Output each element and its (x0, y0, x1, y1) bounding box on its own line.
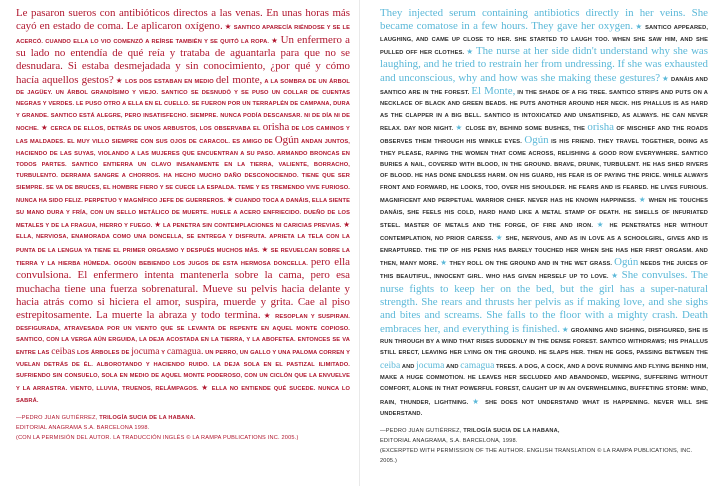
tree-name: ceiba (380, 359, 401, 371)
star-icon: ★ (440, 257, 448, 267)
spanish-source (16, 413, 350, 443)
small-caps-run: GROANING AND SIGHING, DISFIGURED, SHE IS RUN THROUGH BY A WIND THAT RISES SUDDENLY IN THE DENSE FOREST. SANTICO WITHDRAWS; HIS PHALLUS STILL ERECT, LEAVING HER LYING ON THE GROUND. HE SLAPS HER. THEN HE GOES, PASSING BETWEEN THE (380, 327, 709, 357)
small-caps-run: ELLA NO ENTIENDE QUÉ SUCEDE. NUNCA LO SABRÁ. (16, 386, 351, 404)
star-icon: ★ (261, 244, 269, 254)
english-permission: (EXCERPTED WITH PERMISSION OF THE AUTHOR. ENGLISH TRANSLATION © LA RAMPA PUBLICATIONS, INC. 2005.) (380, 448, 693, 465)
tree-name: jocuma (131, 346, 160, 358)
english-text-block (380, 8, 708, 420)
english-book-title: TRILOGÍA SUCIA DE LA HABANA, (463, 428, 560, 435)
spanish-author: —PEDRO JUAN GUTIÉRREZ, (16, 415, 98, 421)
small-caps-run: Y (161, 350, 166, 357)
tree-name: jocuma (416, 359, 445, 371)
small-caps-run: SE REVUELCAN SOBRE LA TIERRA Y LA HIERBA HÚMEDA. OGOÚN BEBIENDO LOS JUGOS DE ESTA HERMOSA DONCELLA. (16, 247, 350, 267)
small-caps-run: LA PENETRA SIN CONTEMPLACIONES NI CARICIAS PREVIAS. (163, 222, 342, 229)
english-source-line (380, 426, 708, 436)
star-icon: ★ (638, 195, 647, 205)
spanish-text-block (16, 8, 350, 407)
small-caps-run: THEY ROLL ON THE GROUND AND IN THE WET GRASS. (449, 260, 613, 267)
small-caps-run: A LA SOMBRA DE UN ÁRBOL DE JAGÜEY. UN ÁRBOL GRANDÍSIMO Y VIEJO. SANTICO SE DESNUDÓ Y SE PUSO UN COLLAR DE CUENTAS NEGRAS Y VERDES. LE PUSO OTRO A ELLA EN EL CUELLO. SE FUERON POR UN TERRAPLÉN DE CAMPANA, DURA Y GRANDE. SANTICO ESTÁ ALEGRE, PERO INSATISFECHO. SIEMPRE. NUNCA PODÍA DESCANSAR. NI DE DÍA NI DE NOCHE. (16, 78, 351, 133)
large-text-run: pero ella convulsiona. El enfermero intenta mantenerla sobre la cama, pero esa muchacha tiene una fuerza sobrenatural. Mueve su pelvis hacia delante y hacia atrás como si hiciera el amor, suspira, muerde y grita. Cae al piso estrepitosamente. La muerte la abraza y todo termina. (16, 255, 350, 322)
large-text-run: Ogún (274, 134, 299, 147)
large-text-run: orisha (262, 121, 290, 134)
large-text-run: They injected serum containing antibiotics directly in her veins. She became comatose in a few hours. They gave her oxygen. (380, 7, 708, 33)
tree-name: camagua. (166, 346, 204, 358)
spanish-source-line (16, 413, 350, 423)
star-icon: ★ (115, 75, 124, 85)
star-icon: ★ (596, 219, 606, 229)
star-icon: ★ (661, 73, 670, 83)
large-text-run: Un enfermero a su lado no entendía de qué reía y trataba de aguantarla para que no se desnudara. Si estaba desmejadada y sin conocimiento, ¿por qué y cómo hacía aquellos gestos? (16, 33, 350, 86)
spanish-publisher: EDITORIAL ANAGRAMA S.A. BARCELONA 1998. (16, 425, 150, 431)
small-caps-run: NEEDS THE JUICES OF THIS BEAUTIFUL, INNOCENT GIRL. WHO HAS GIVEN HERSELF UP TO LOVE. (380, 260, 709, 281)
small-caps-run: AND (401, 363, 415, 370)
small-caps-run: CLOSE BY, BEHIND SOME BUSHES, THE (465, 126, 586, 133)
small-caps-run: TREES. A DOG, A COCK, AND A DOVE RUNNING AND FLYING BEHIND HIM, MAKE A HUGE COMMOTION. HE LEAVES HER SECLUDED AND ABANDONED, WEEPING, SUFFERING WITHOUT COMFORT, ALONE IN THAT POWERFUL FOREST, CAUGHT UP IN AN OVERWHELMING, BUFFETING STORM: WIND, RAIN, THUNDER, LIGHTNING. (380, 363, 709, 406)
small-caps-run: SHE DOES NOT UNDERSTAND WHAT IS HAPPENING. NEVER WILL SHE UNDERSTAND. (380, 399, 709, 417)
small-caps-run: AND (445, 363, 459, 370)
star-icon: ★ (263, 311, 273, 321)
large-text-run: El Monte, (471, 85, 516, 98)
small-caps-run: CERCA DE ELLOS, DETRÁS DE UNOS ARBUSTOS, LOS OBSERVABA EL (50, 126, 261, 133)
star-icon: ★ (271, 35, 279, 45)
star-icon: ★ (561, 324, 569, 334)
english-page (360, 0, 720, 486)
star-icon: ★ (201, 383, 210, 393)
small-caps-run: LOS ÁRBOLES DE (76, 350, 130, 357)
large-text-run: Le pasaron sueros con antibióticos directos a las venas. En unas horas más cayó en estado de coma. Le aplicaron oxígeno. (16, 7, 350, 33)
large-text-run: del monte, (215, 73, 263, 86)
star-icon: ★ (472, 396, 482, 406)
small-caps-run: IN THE SHADE OF A FIG TREE. SANTICO STRIPS AND PUTS ON A NECKLACE OF BLACK AND GREEN BEADS. HE PUTS ANOTHER AROUND HER NECK. HIS PHALLUS IS AS HARD AS THE CLAPPER IN A BIG BELL. SANTICO IS INTOXICATED AND UNSATISFIED, AS ALWAYS. HE CAN NEVER RELAX. DAY NOR NIGHT. (380, 90, 709, 133)
english-author: —PEDRO JUAN GUTIÉRREZ, (380, 428, 462, 435)
star-icon: ★ (226, 195, 234, 205)
english-source (380, 426, 708, 466)
star-icon: ★ (455, 123, 464, 133)
small-caps-run: RESOPLAN Y SUSPIRAN. DESFIGURADA, ATRAVESADA POR UN VIENTO QUE SE LEVANTA DE REPENTE EN AQUEL MONTE COPIOSO. SANTICO, CON LA VERGA AÚN ERGUIDA, LA DEJA ACOSTADA EN LA TIERRA, Y LA ABOFETEA. ENTONCES SE VA ENTRE LAS (16, 314, 350, 357)
star-icon: ★ (611, 271, 620, 281)
small-caps-run: IS HIS FRIEND. THEY TRAVEL TOGETHER, DOING AS THEY PLEASE, RAPING THE WOMEN THAT COME ACROSS, RELISHING & GOOD ROW EVERYWHERE. SANTICO BURIES A NAIL, COVERED WITH BLOOD, IN THE GROUND. BRAVE, DRUNK, TURBULENT. HE HAS SHED RIVERS OF BLOOD. HE HAS DONE ENDLESS HARM. ON HIS GUARD, HIS FEAR IS OF PAYING THE PRICE. WHILE ALWAYS FRONT AND FORWARD, HE LOOKS, TOO, OVER HIS SHOULDER. HE FEARS AND IS FEARED. HE LIVES FURIOUS. MAGNIFICENT AND PERPETUAL WARRIOR CHIEF. NEVER HAS HE KNOWN HAPPINESS. (380, 139, 709, 205)
large-text-run: She convulses. The nurse fights to keep her on the bed, but the girl has a super-natural strength. She rears and thrusts her pelvis as if making love, and she sighs and bites and screams. She falls to the floor with a mighty crash. Death embraces her, and everything is finished. (380, 269, 708, 335)
tree-name: ceibas (51, 346, 76, 358)
small-caps-run: DE LOS CAMINOS Y LAS MALDADES. EL MUY VILLO SIEMPRE CON SUS OJOS DE CARACOL. ES AMIGO DE (16, 126, 350, 146)
star-icon: ★ (343, 219, 350, 229)
small-caps-run: UN PERRO, UN GALLO Y UNA PALOMA CORREN Y VUELAN DETRÁS DE ÉL. ALBOROTANDO Y HACIENDO RUIDO. LA DEJA SOLA EN EL PASTIZAL ILIMITADO. SUFRIENDO SIN CONSUELO, SOLA EN MEDIO DE AQUEL MONTE PODEROSO, CON UN CICLÓN QUE LA ENVUELVE Y LA ARRASTRA. VIENTO, LLUVIA, TRUENOS, RELÁMPAGOS. (16, 350, 350, 393)
small-caps-run: LOS DOS ESTABAN EN MEDIO (125, 78, 214, 85)
large-text-run: The nurse at her side didn't understand why she was laughing, and he tried to restrain her from undressing. If she was exhausted and unconscious, why and how was she making these gestures? (380, 45, 709, 84)
spanish-book-title: TRILOGÍA SUCIA DE LA HABANA. (99, 415, 196, 421)
small-caps-run: ELLA, NERVIOSA, ENAMORADA COMO UNA DONCELLA, SE ENTREGA Y DISFRUTA. APRIETA LA TELA CON LA PUNTA DE LA LENGUA YA TIENE EL PRIMER ORGASMO Y DESPUÉS MUCHOS MÁS. (16, 234, 350, 254)
star-icon: ★ (495, 233, 504, 243)
small-caps-run: DANÁIS AND SANTICO ARE IN THE FOREST. (380, 76, 708, 97)
small-caps-run: OF MISCHIEF AND THE ROADS OBSERVES THEM THROUGH HIS WINKLE EYES. (380, 126, 708, 146)
small-caps-run: HE PENETRATES HER WITHOUT CONTEMPLATION, NO PRIOR CARESS. (380, 222, 709, 243)
star-icon: ★ (224, 22, 232, 32)
small-caps-run: ANDAN JUNTOS, HACIENDO DE LAS SUYAS, VIOLANDO A LAS MUJERES QUE ENCUENTRAN A SU PASO. ARMANDO BRONCAS EN TODOS PARTES. SANTICO ENTIERRA UN CLAVO INSANAMENTE EN LA TIERRA, VALIENTE, BORRACHO, TURBULENTO. DERRAMA SANGRE A CHORROS. HA HECHO MUCHO DAÑO DESCONOCIENDO. TIENE QUE SER SIEMPRE. SE VA DE BRUCES, EL HOMBRE FIERO Y SE CUECE LA ESPALDA. TEME Y ES TREMENDO VIVE FURIOSO. NUNCA HA SIDO FELIZ. PERPETUO Y MAGNÍFICO JEFE DE GUERREROS. (16, 139, 350, 205)
small-caps-run: WHEN HE TOUCHES DANÁIS, SHE FEELS HIS COLD, HARD HAND LIKE A METAL STAMP OF DEATH. HE SMELLS OF INFURIATED STEEL. MASTER OF METALS AND THE FORGE, OF FIRE AND IRON. (380, 198, 709, 229)
star-icon: ★ (466, 47, 474, 57)
star-icon: ★ (40, 123, 49, 133)
large-text-run: Ogún (524, 134, 549, 147)
star-icon: ★ (154, 219, 162, 229)
large-text-run: orisha (587, 121, 615, 134)
large-text-run: Ogún (614, 255, 639, 268)
english-publisher: EDITORIAL ANAGRAMA, S.A. BARCELONA, 1998. (380, 438, 518, 445)
tree-name: camagua (460, 359, 495, 371)
small-caps-run: SHE, NERVOUS, AND AS IN LOVE AS A SCHOOLGIRL, GIVES AND IS ENRAPTURED. THE TIP OF HIS PENIS HAS BARELY TOUCHED HER WHEN SHE HAS HER FIRST ORGASM. AND THEN, MANY MORE. (380, 236, 708, 267)
small-caps-run: SANTICO APARECÍA RIÉNDOSE Y SE LE ACERCÓ. CUANDO ELLA LO VIO COMENZÓ A REÍRSE TAMBIÉN Y SE QUITÓ LA ROPA. (16, 25, 351, 45)
small-caps-run: SANTICO APPEARED, LAUGHING, AND CAME UP CLOSE TO HER. SHE STARTED TO LAUGH TOO. WHEN SHE SAW HIM, AND SHE PULLED OFF HER CLOTHES. (380, 25, 709, 57)
small-caps-run: CUANDO TOCA A DANÁIS, ELLA SIENTE SU MANO DURA Y FRÍA, CON UN SELLO METÁLICO DE MUERTE. HUELE A ACERO ENFRIECIDO. DUEÑO DE LOS METALES Y DE LA FRAGUA, HIERRO Y FUEGO. (16, 198, 351, 229)
star-icon: ★ (635, 22, 643, 32)
spanish-permission: (CON LA PERMISIÓN DEL AUTOR. LA TRADUCCIÓN INGLÉS © LA RAMPA PUBLICATIONS INC. 2005.) (16, 435, 299, 441)
